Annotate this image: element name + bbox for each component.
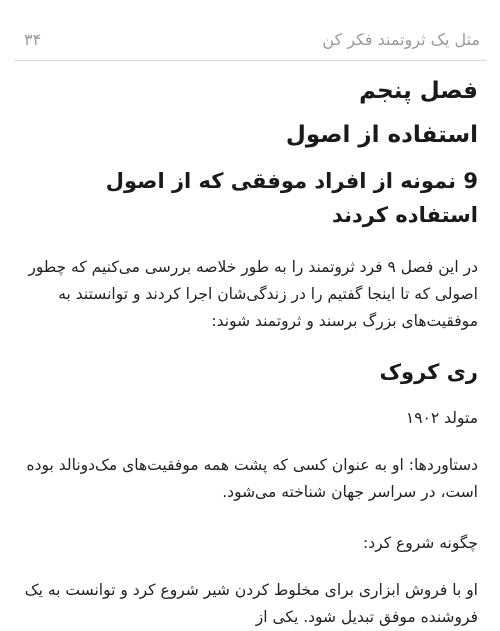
person-name: ری کروک (379, 360, 478, 384)
birth-year: متولد ۱۹۰۲ (405, 409, 478, 427)
story-paragraph: او با فروش ابزاری برای مخلوط کردن شیر شروع کرد و توانست به یک فروشنده موفق تبدیل شود. یکی از (24, 581, 478, 626)
how-started-label: چگونه شروع کرد: (363, 534, 478, 552)
page-content (24, 66, 478, 631)
page-header (24, 24, 480, 54)
book-title: مثل یک ثروتمند فکر کن (322, 29, 480, 49)
chapter-heading: فصل پنجم (359, 78, 478, 104)
achievements-paragraph: دستاوردها: او به عنوان کسی که پشت همه موفقیت‌های مک‌دونالد بوده است، در سراسر جهان شناخته می‌شود. (26, 456, 478, 501)
page-number: ۳۴ (24, 29, 42, 49)
header-divider (14, 60, 486, 61)
section-heading: 9 نمونه از افراد موفقی که از اصول استفاده کردند (105, 169, 478, 227)
intro-paragraph: در این فصل ۹ فرد ثروتمند را به طور خلاصه بررسی می‌کنیم که چطور اصولی که تا اینجا گفتیم را در زندگی‌شان اجرا کردند و توانستند به موفقیت‌های بزرگ برسند و ثروتمند شوند: (28, 258, 478, 330)
chapter-subheading: استفاده از اصول (285, 122, 478, 148)
